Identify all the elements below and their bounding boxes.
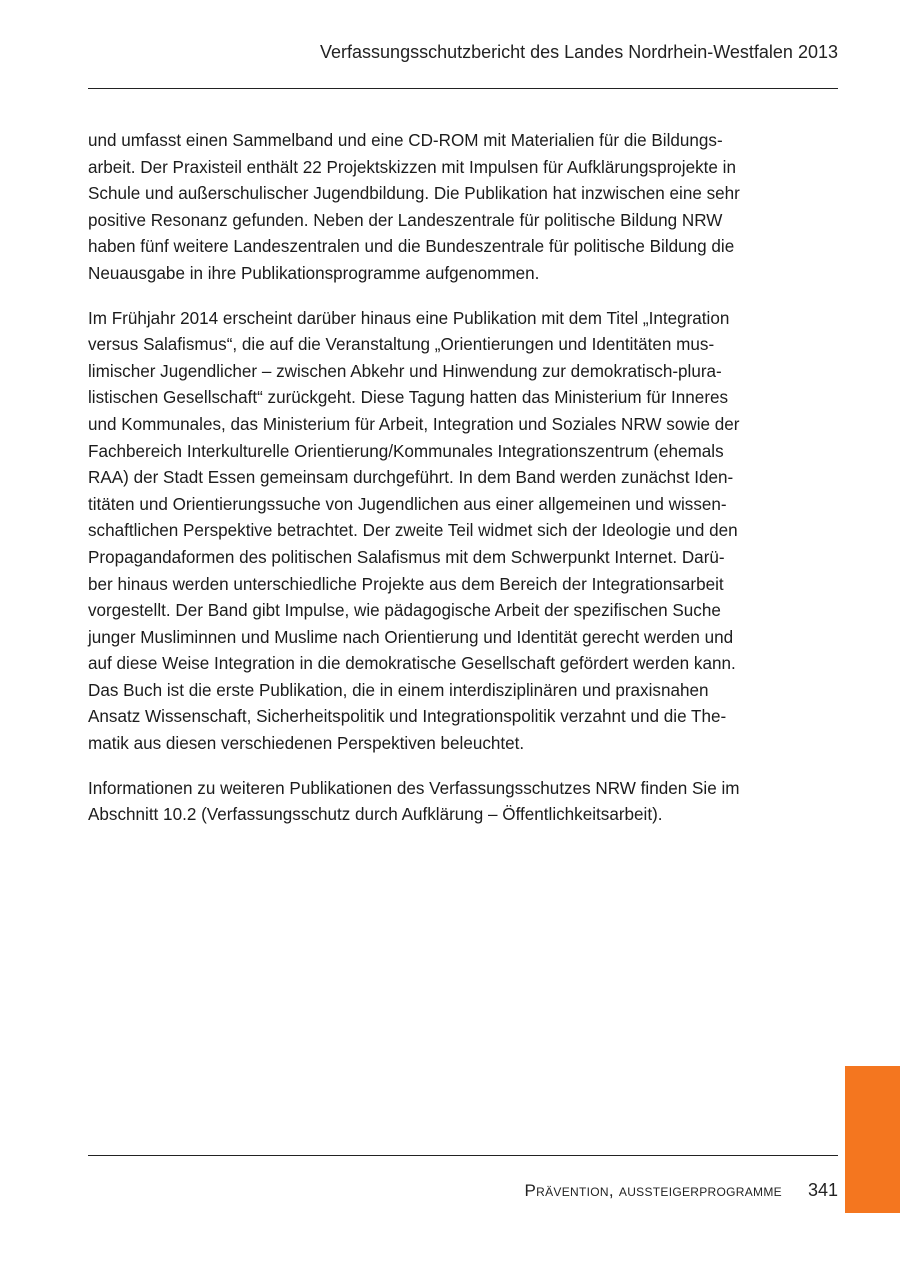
text-line: Fachbereich Interkulturelle Orientierung/Kommunales Integrationszentrum (ehemals [88,441,724,461]
header-rule [88,88,838,89]
text-line: junger Musliminnen und Muslime nach Orientierung und Identität gerecht werden und [88,627,734,647]
text-line: vorgestellt. Der Band gibt Impulse, wie pädagogische Arbeit der spezifischen Suche [88,601,721,621]
text-line: und Kommunales, das Ministerium für Arbeit, Integration und Soziales NRW sowie der [88,414,740,434]
text-line: matik aus diesen verschiedenen Perspektiven beleuchtet. [88,734,525,754]
text-line: und umfasst einen Sammelband und eine CD-ROM mit Materialien für die Bildungs- [88,131,723,150]
text-line: Informationen zu weiteren Publikationen des Verfassungsschutzes NRW finden Sie im [88,778,740,798]
text-line: versus Salafismus“, die auf die Veranstaltung „Orientierungen und Identitäten mus- [88,335,715,355]
text-line: titäten und Orientierungssuche von Jugendlichen aus einer allgemeinen und wissen- [88,494,727,514]
text-line: listischen Gesellschaft“ zurückgeht. Diese Tagung hatten das Ministerium für Inneres [88,388,729,408]
text-line: ber hinaus werden unterschiedliche Projekte aus dem Bereich der Integrationsarbeit [88,574,724,594]
running-header: Verfassungsschutzbericht des Landes Nordrhein-Westfalen 2013 [320,42,838,62]
page-footer [525,1180,839,1201]
text-line: Ansatz Wissenschaft, Sicherheitspolitik und Integrationspolitik verzahnt und die The- [88,707,727,727]
paragraph-3 [88,776,838,829]
chapter-thumb-tab [845,1066,900,1213]
text-line: Propagandaformen des politischen Salafismus mit dem Schwerpunkt Internet. Darü- [88,547,725,567]
text-line: RAA) der Stadt Essen gemeinsam durchgeführt. In dem Band werden zunächst Iden- [88,468,734,488]
text-line: schaftlichen Perspektive betrachtet. Der zweite Teil widmet sich der Ideologie und den [88,521,738,541]
paragraph-2 [88,306,838,758]
text-line: arbeit. Der Praxisteil enthält 22 Projektskizzen mit Impulsen für Aufklärungsprojekte in [88,157,736,177]
text-line: haben fünf weitere Landeszentralen und die Bundeszentrale für politische Bildung die [88,237,735,257]
text-line: Das Buch ist die erste Publikation, die in einem interdisziplinären und praxisnahen [88,680,709,700]
text-line: positive Resonanz gefunden. Neben der Landeszentrale für politische Bildung NRW [88,210,723,230]
text-line: auf diese Weise Integration in die demokratische Gesellschaft gefördert werden kann. [88,654,736,674]
paragraph-1 [88,128,838,288]
section-name: Prävention, aussteigerprogramme [524,1181,782,1200]
text-line: Abschnitt 10.2 (Verfassungsschutz durch Aufklärung – Öffentlichkeitsarbeit). [88,805,663,825]
page-number: 341 [807,1180,838,1200]
text-line: Neuausgabe in ihre Publikationsprogramme aufgenommen. [88,263,540,283]
text-line: limischer Jugendlicher – zwischen Abkehr und Hinwendung zur demokratisch-plura- [88,361,722,381]
footer-rule [88,1155,838,1156]
text-line: Im Frühjahr 2014 erscheint darüber hinaus eine Publikation mit dem Titel „Integration [88,308,730,328]
body-text [88,128,838,847]
text-line: Schule und außerschulischer Jugendbildung. Die Publikation hat inzwischen eine sehr [88,184,740,204]
